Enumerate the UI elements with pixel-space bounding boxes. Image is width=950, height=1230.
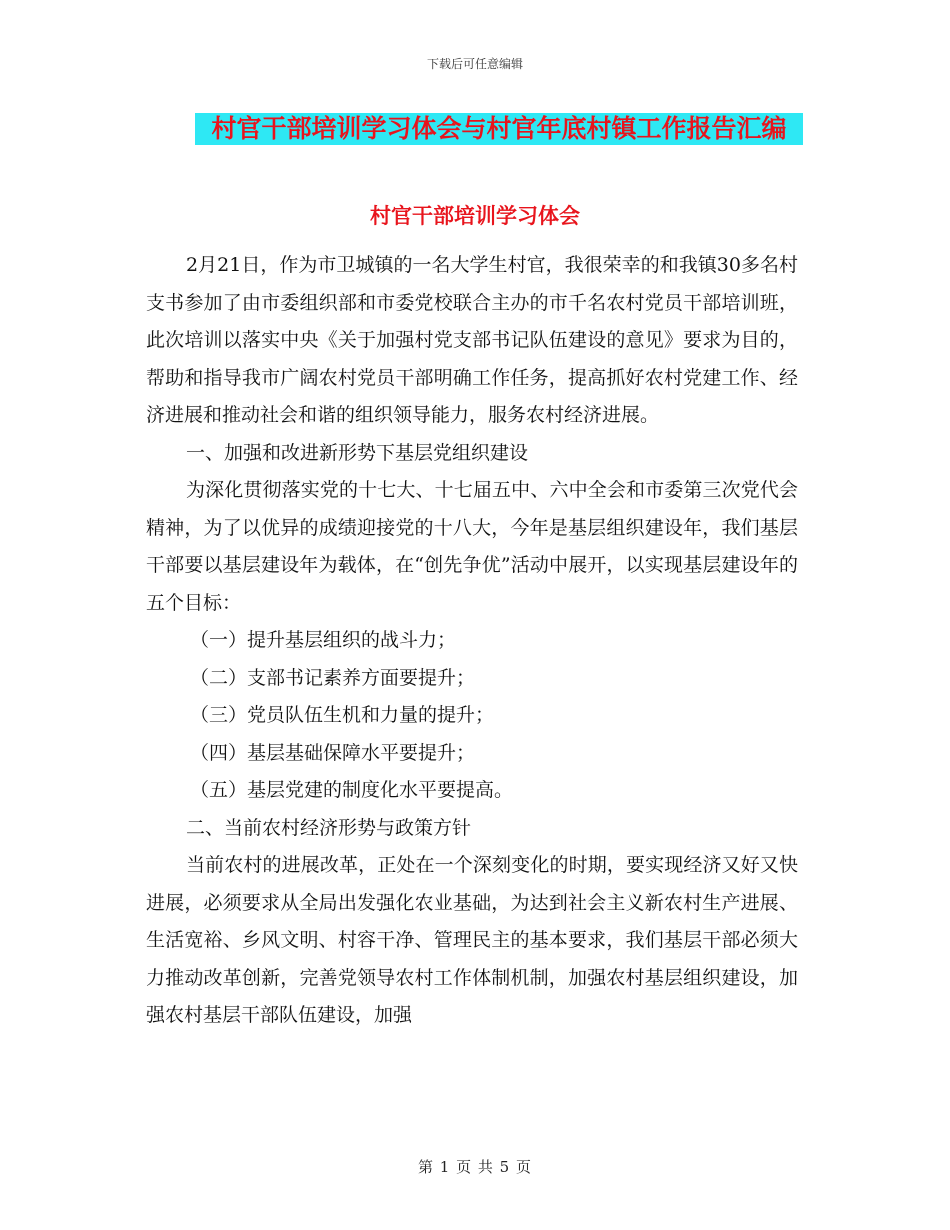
paragraph-economy: 当前农村的进展改革，正处在一个深刻变化的时期，要实现经济又好又快进展，必须要求从全局出发强化农业基础，为达到社会主义新农村生产进展、生活宽裕、乡风文明、村容干净、管理民主的基本要求，我们基层干部必须大力推动改革创新，完善党领导农村工作体制机制，加强农村基层组织建设，加强农村基层干部队伍建设，加强 [146, 854, 798, 1026]
section-title: 村官干部培训学习体会 [370, 203, 580, 228]
document-title: 村官干部培训学习体会与村官年底村镇工作报告汇编 [195, 113, 803, 145]
page-number: 第 1 页 共 5 页 [418, 1158, 532, 1176]
paragraph-goals: 为深化贯彻落实党的十七大、十七届五中、六中全会和市委第三次党代会精神，为了以优异的成绩迎接党的十八大，今年是基层组织建设年，我们基层干部要以基层建设年为载体，在“创先争优”活动中展开，以实现基层建设年的五个目标： [146, 479, 798, 614]
list-item: （一）提升基层组织的战斗力； [190, 629, 457, 651]
heading-2: 二、当前农村经济形势与政策方针 [186, 816, 472, 839]
heading-1: 一、加强和改进新形势下基层党组织建设 [186, 441, 529, 464]
list-item: （四）基层基础保障水平要提升； [190, 741, 476, 764]
page-header-note: 下载后可任意编辑 [426, 57, 523, 71]
list-item: （三）党员队伍生机和力量的提升； [190, 704, 495, 726]
document-body [146, 247, 798, 1035]
list-item: （二）支部书记素养方面要提升； [190, 666, 476, 689]
paragraph-intro: 2月21日，作为市卫城镇的一名大学生村官，我很荣幸的和我镇30多名村支书参加了由市委组织部和市委党校联合主办的市千名农村党员干部培训班，此次培训以落实中央《关于加强村党支部书记队伍建设的意见》要求为目的，帮助和指导我市广阔农村党员干部明确工作任务，提高抓好农村党建工作、经济进展和推动社会和谐的组织领导能力，服务农村经济进展。 [146, 254, 798, 426]
list-item: （五）基层党建的制度化水平要提高。 [190, 779, 514, 801]
